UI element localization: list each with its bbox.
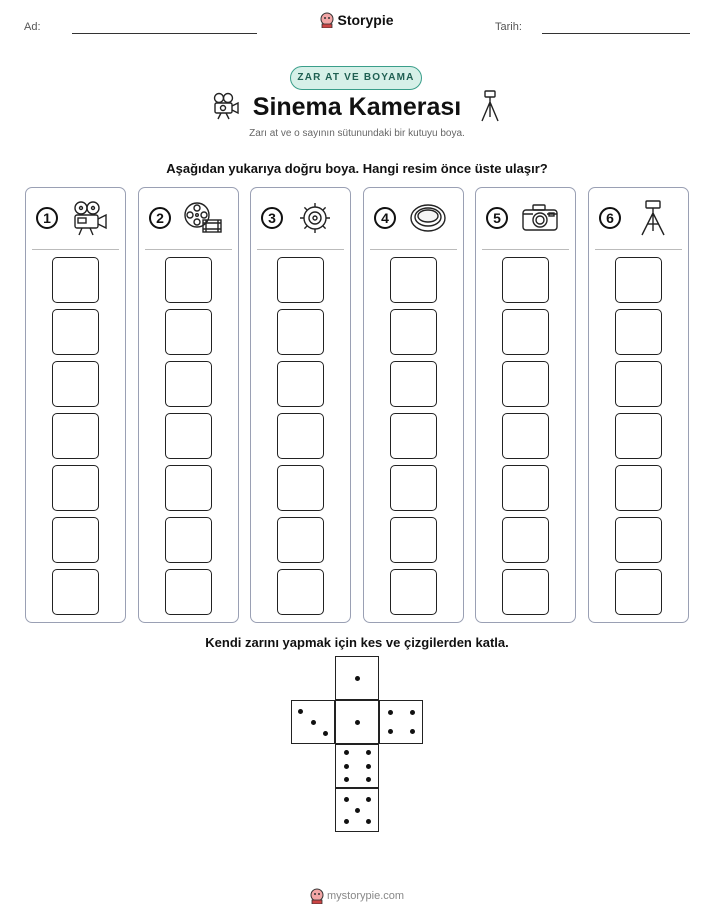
movie-camera-icon — [70, 200, 110, 236]
die-pip — [355, 676, 360, 681]
coloring-box[interactable] — [615, 361, 662, 407]
film-reel-icon — [183, 200, 223, 236]
coloring-box[interactable] — [615, 517, 662, 563]
coloring-box[interactable] — [165, 413, 212, 459]
coloring-box[interactable] — [52, 517, 99, 563]
column-divider — [370, 249, 457, 250]
die-pip — [366, 777, 371, 782]
die-face — [335, 700, 379, 744]
column-divider — [257, 249, 344, 250]
column-3 — [250, 187, 351, 623]
column-number: 5 — [486, 207, 508, 229]
die-pip — [344, 777, 349, 782]
column-4 — [363, 187, 464, 623]
die-face — [335, 656, 379, 700]
column-5 — [475, 187, 576, 623]
coloring-box[interactable] — [615, 569, 662, 615]
coloring-box[interactable] — [390, 465, 437, 511]
coloring-box[interactable] — [502, 309, 549, 355]
die-pip — [344, 797, 349, 802]
coloring-box[interactable] — [277, 309, 324, 355]
die-pip — [366, 797, 371, 802]
storypie-logo-icon — [320, 12, 334, 31]
die-face — [291, 700, 335, 744]
coloring-box[interactable] — [165, 569, 212, 615]
coloring-box[interactable] — [277, 413, 324, 459]
coloring-box[interactable] — [165, 465, 212, 511]
category-badge: ZAR AT VE BOYAMA — [290, 66, 422, 90]
column-number: 1 — [36, 207, 58, 229]
instruction: Aşağıdan yukarıya doğru boya. Hangi resim önce üste ulaşır? — [166, 161, 548, 176]
coloring-box[interactable] — [502, 517, 549, 563]
die-pip — [323, 731, 328, 736]
die-pip — [388, 710, 393, 715]
coloring-box[interactable] — [165, 517, 212, 563]
column-divider — [595, 249, 682, 250]
coloring-box[interactable] — [52, 569, 99, 615]
photo-camera-icon — [520, 200, 560, 236]
die-pip — [410, 729, 415, 734]
coloring-box[interactable] — [390, 517, 437, 563]
coloring-box[interactable] — [390, 569, 437, 615]
coloring-box[interactable] — [615, 309, 662, 355]
column-number: 2 — [149, 207, 171, 229]
tripod-title-icon — [478, 90, 502, 127]
die-face — [379, 700, 423, 744]
die-pip — [355, 720, 360, 725]
name-label: Ad: — [24, 21, 41, 33]
coloring-box[interactable] — [390, 257, 437, 303]
die-pip — [388, 729, 393, 734]
coloring-box[interactable] — [165, 309, 212, 355]
coloring-box[interactable] — [277, 569, 324, 615]
coloring-box[interactable] — [52, 361, 99, 407]
die-pip — [344, 764, 349, 769]
die-pip — [311, 720, 316, 725]
coloring-box[interactable] — [52, 413, 99, 459]
column-number: 6 — [599, 207, 621, 229]
coloring-box[interactable] — [390, 413, 437, 459]
page-title: Sinema Kamerası — [252, 93, 462, 121]
coloring-box[interactable] — [165, 257, 212, 303]
coloring-box[interactable] — [502, 569, 549, 615]
lens-icon — [408, 200, 448, 236]
column-divider — [145, 249, 232, 250]
coloring-box[interactable] — [52, 309, 99, 355]
footer — [0, 888, 714, 904]
tripod-icon — [633, 200, 673, 236]
column-number: 4 — [374, 207, 396, 229]
date-label: Tarih: — [495, 21, 522, 33]
die-pip — [410, 710, 415, 715]
die-pip — [366, 819, 371, 824]
column-divider — [32, 249, 119, 250]
coloring-box[interactable] — [502, 361, 549, 407]
name-field[interactable] — [72, 33, 257, 34]
brand-name: Storypie — [337, 12, 394, 29]
column-6 — [588, 187, 689, 623]
column-2 — [138, 187, 239, 623]
die-pip — [344, 819, 349, 824]
coloring-box[interactable] — [390, 361, 437, 407]
column-1 — [25, 187, 126, 623]
die-pip — [366, 764, 371, 769]
brand — [0, 12, 714, 31]
coloring-box[interactable] — [277, 361, 324, 407]
die-pip — [366, 750, 371, 755]
coloring-box[interactable] — [52, 257, 99, 303]
coloring-box[interactable] — [615, 465, 662, 511]
coloring-box[interactable] — [277, 517, 324, 563]
coloring-box[interactable] — [390, 309, 437, 355]
coloring-box[interactable] — [502, 257, 549, 303]
subtitle: Zarı at ve o sayının sütunundaki bir kutuyu boya. — [249, 128, 465, 139]
coloring-box[interactable] — [277, 465, 324, 511]
coloring-box[interactable] — [165, 361, 212, 407]
die-pip — [298, 709, 303, 714]
die-pip — [344, 750, 349, 755]
gear-icon — [295, 200, 335, 236]
footer-url[interactable]: mystorypie.com — [327, 889, 405, 902]
coloring-box[interactable] — [615, 257, 662, 303]
date-field[interactable] — [542, 33, 690, 34]
die-face — [335, 744, 379, 788]
die-face — [335, 788, 379, 832]
coloring-box[interactable] — [277, 257, 324, 303]
coloring-box[interactable] — [52, 465, 99, 511]
coloring-box[interactable] — [615, 413, 662, 459]
coloring-box[interactable] — [502, 465, 549, 511]
storypie-footer-icon — [310, 890, 327, 902]
column-divider — [482, 249, 569, 250]
coloring-box[interactable] — [502, 413, 549, 459]
dice-instruction: Kendi zarını yapmak için kes ve çizgilerden katla. — [205, 635, 509, 650]
die-pip — [355, 808, 360, 813]
column-number: 3 — [261, 207, 283, 229]
